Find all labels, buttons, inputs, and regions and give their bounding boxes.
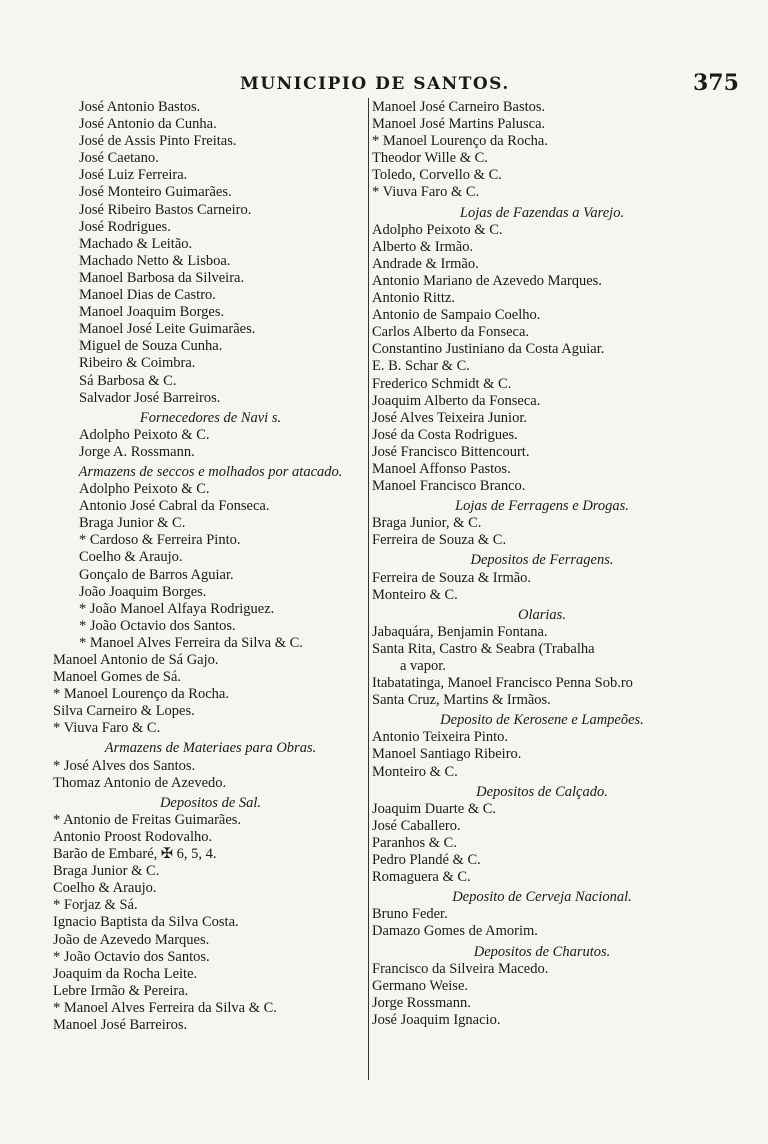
list-item: Silva Carneiro & Lopes. xyxy=(53,703,195,720)
list-item: * Forjaz & Sá. xyxy=(53,897,138,914)
list-item: * José Alves dos Santos. xyxy=(53,757,196,774)
list-item: Manoel Joaquim Borges. xyxy=(79,304,225,321)
list-item: Pedro Plandé & C. xyxy=(372,852,481,869)
list-item: Antonio Rittz. xyxy=(372,290,455,307)
list-item: Manoel José Carneiro Bastos. xyxy=(372,99,546,115)
list-item: * Manoel Lourenço da Rocha. xyxy=(372,133,548,150)
section-heading: Depositos de Charutos. xyxy=(473,943,611,960)
list-item: Santa Rita, Castro & Seabra (Trabalha xyxy=(372,640,595,657)
list-item: José de Assis Pinto Freitas. xyxy=(79,133,237,150)
list-item: Jorge A. Rossmann. xyxy=(79,443,195,460)
list-item: José Joaquim Ignacio. xyxy=(372,1011,501,1028)
list-item: Ignacio Baptista da Silva Costa. xyxy=(53,914,239,931)
section-heading: Lojas de Fazendas a Varejo. xyxy=(459,204,625,221)
section-heading: Deposito de Cerveja Nacional. xyxy=(452,889,632,906)
list-item: Jabaquára, Benjamin Fontana. xyxy=(372,623,548,640)
page-title: MUNICIPIO DE SANTOS. xyxy=(240,74,510,94)
list-item: Theodor Wille & C. xyxy=(372,150,488,167)
list-item: Andrade & Irmão. xyxy=(372,255,479,272)
list-item: José Antonio da Cunha. xyxy=(79,116,217,133)
list-item: * João Octavio dos Santos. xyxy=(79,617,236,634)
list-item: Manoel Santiago Ribeiro. xyxy=(372,746,522,763)
list-item: * Manoel Alves Ferreira da Silva & C. xyxy=(79,634,303,651)
list-item: José Francisco Bittencourt. xyxy=(372,443,530,460)
section-heading: Olarias. xyxy=(518,606,566,623)
column-divider xyxy=(368,98,369,1080)
list-item: * João Octavio dos Santos. xyxy=(53,948,210,965)
list-item-continuation: a vapor. xyxy=(400,658,446,674)
list-item: José Ribeiro Bastos Carneiro. xyxy=(79,201,252,218)
list-item: Bruno Feder. xyxy=(372,906,448,923)
list-item: Thomaz Antonio de Azevedo. xyxy=(53,774,227,791)
list-item: José Antonio Bastos. xyxy=(79,99,201,115)
list-item: Jorge Rossmann. xyxy=(372,994,471,1011)
list-item: Machado Netto & Lisboa. xyxy=(79,252,231,269)
list-item: Francisco da Silveira Macedo. xyxy=(372,960,549,977)
list-item: Monteiro & C. xyxy=(372,586,458,603)
list-item: Lebre Irmão & Pereira. xyxy=(53,982,189,999)
list-item: Braga Junior, & C. xyxy=(372,515,482,532)
list-item: Joaquim da Rocha Leite. xyxy=(53,965,198,982)
list-item: Manoel José Barreiros. xyxy=(53,1016,188,1033)
list-item: Antonio José Cabral da Fonseca. xyxy=(79,498,270,515)
list-item: José Luiz Ferreira. xyxy=(79,167,188,184)
list-item: Coelho & Araujo. xyxy=(79,549,183,566)
list-item: Constantino Justiniano da Costa Aguiar. xyxy=(372,341,605,358)
list-item: Machado & Leitão. xyxy=(79,235,193,252)
list-item: José Caballero. xyxy=(372,817,461,834)
section-heading: Lojas de Ferragens e Drogas. xyxy=(455,498,629,515)
list-item: Damazo Gomes de Amorim. xyxy=(372,923,538,940)
list-item: Antonio Mariano de Azevedo Marques. xyxy=(372,272,602,289)
list-item: Sá Barbosa & C. xyxy=(79,372,177,389)
page-header xyxy=(0,70,768,100)
section-heading: Depositos de Calçado. xyxy=(476,783,608,800)
list-item: José Alves Teixeira Junior. xyxy=(372,409,527,426)
section-heading: Fornecedores de Navi s. xyxy=(139,409,282,426)
list-item: Ferreira de Souza & C. xyxy=(372,532,507,549)
right-column xyxy=(372,99,712,1029)
list-item: José da Costa Rodrigues. xyxy=(372,426,518,443)
list-item: Manoel Gomes de Sá. xyxy=(53,669,182,686)
list-item: Braga Junior & C. xyxy=(53,863,160,880)
list-item: Antonio Proost Rodovalho. xyxy=(53,828,213,845)
section-heading: Depositos de Sal. xyxy=(159,794,262,811)
page-number: 375 xyxy=(693,70,739,96)
list-item: Adolpho Peixoto & C. xyxy=(372,221,503,238)
list-item: Ribeiro & Coimbra. xyxy=(79,355,196,372)
list-item: Toledo, Corvello & C. xyxy=(372,167,502,184)
list-item: Frederico Schmidt & C. xyxy=(372,375,512,392)
list-item: * Viuva Faro & C. xyxy=(372,184,480,201)
list-item: * Antonio de Freitas Guimarães. xyxy=(53,811,242,828)
list-item: João de Azevedo Marques. xyxy=(53,931,210,948)
list-item: José Monteiro Guimarães. xyxy=(79,184,232,201)
list-item: * Manoel Alves Ferreira da Silva & C. xyxy=(53,999,277,1016)
section-heading: Armazens de Materiaes para Obras. xyxy=(104,740,317,757)
list-item: Manoel Affonso Pastos. xyxy=(372,460,511,477)
list-item: * Cardoso & Ferreira Pinto. xyxy=(79,532,241,549)
list-item: Ferreira de Souza & Irmão. xyxy=(372,569,532,586)
list-item: Manoel José Leite Guimarães. xyxy=(79,321,256,338)
list-item: Joaquim Alberto da Fonseca. xyxy=(372,392,541,409)
list-item: Coelho & Araujo. xyxy=(53,880,157,897)
list-item: Manoel Antonio de Sá Gajo. xyxy=(53,652,219,668)
list-item: Romaguera & C. xyxy=(372,869,471,886)
list-item: Manoel Francisco Branco. xyxy=(372,478,526,495)
list-item: * Manoel Lourenço da Rocha. xyxy=(53,686,229,703)
section-heading: Depositos de Ferragens. xyxy=(470,552,614,569)
list-item: José Rodrigues. xyxy=(79,218,171,235)
list-item: Itabatatinga, Manoel Francisco Penna Sob.ro xyxy=(372,675,633,692)
list-item: Antonio Teixeira Pinto. xyxy=(372,729,509,746)
list-item: Adolpho Peixoto & C. xyxy=(79,481,210,498)
list-item: Joaquim Duarte & C. xyxy=(372,800,497,817)
list-item: Barão de Embaré, ✠ 6, 5, 4. xyxy=(53,846,217,863)
list-item: João Joaquim Borges. xyxy=(79,583,207,600)
list-item: * Viuva Faro & C. xyxy=(53,720,161,737)
list-item: E. B. Schar & C. xyxy=(372,358,470,375)
list-item: Manoel Barbosa da Silveira. xyxy=(79,269,245,286)
list-item: Paranhos & C. xyxy=(372,834,457,851)
list-item: Miguel de Souza Cunha. xyxy=(79,338,223,355)
list-item: * João Manoel Alfaya Rodriguez. xyxy=(79,600,275,617)
list-item: Monteiro & C. xyxy=(372,763,458,780)
list-item: Germano Weise. xyxy=(372,977,469,994)
list-item: Santa Cruz, Martins & Irmãos. xyxy=(372,692,551,709)
list-item: Antonio de Sampaio Coelho. xyxy=(372,307,541,324)
left-column xyxy=(53,99,368,1034)
list-item: Braga Junior & C. xyxy=(79,515,186,532)
list-item: Carlos Alberto da Fonseca. xyxy=(372,324,530,341)
section-heading: Armazens de seccos e molhados por atacado. xyxy=(78,463,343,480)
list-item: Alberto & Irmão. xyxy=(372,238,474,255)
list-item: Manoel José Martins Palusca. xyxy=(372,116,546,133)
list-item: Salvador José Barreiros. xyxy=(79,389,221,406)
list-item: José Caetano. xyxy=(79,150,159,167)
section-heading: Deposito de Kerosene e Lampeões. xyxy=(440,712,644,729)
list-item: Gonçalo de Barros Aguiar. xyxy=(79,566,234,583)
list-item: Manoel Dias de Castro. xyxy=(79,287,216,304)
list-item: Adolpho Peixoto & C. xyxy=(79,426,210,443)
